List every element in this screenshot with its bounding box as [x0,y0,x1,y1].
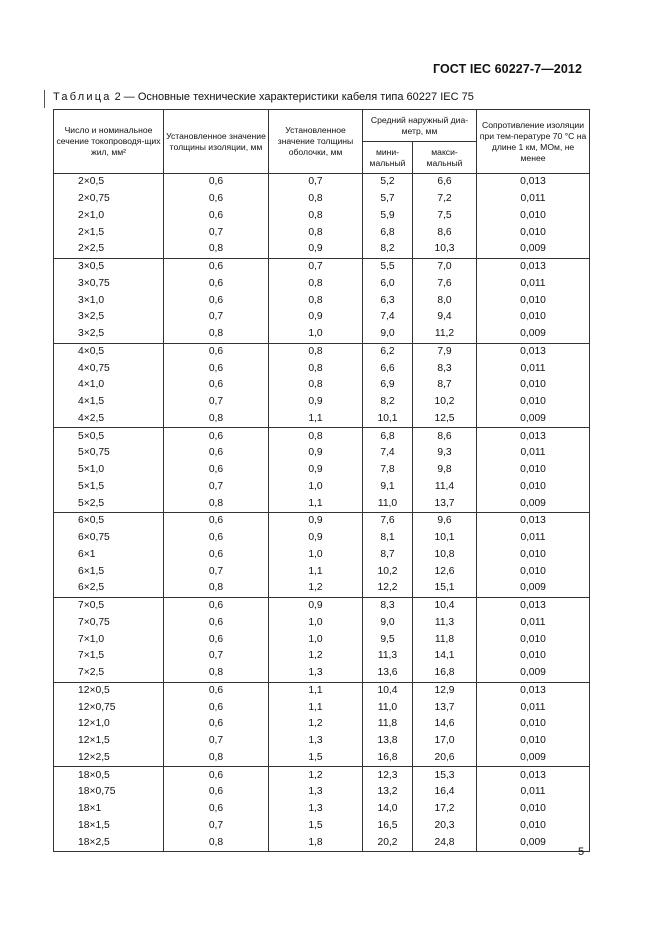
table-cell: 1,2 [269,767,363,784]
table-row [54,682,590,699]
table-cell: 5×0,5 [54,428,164,445]
table-cell: 7×0,5 [54,597,164,614]
table-cell: 0,013 [477,343,590,360]
table-cell: 0,8 [164,411,269,428]
table-row [54,513,590,530]
table-cell: 0,011 [477,784,590,801]
table-cell: 13,2 [363,784,413,801]
table-cell: 9,0 [363,326,413,343]
table-cell: 0,010 [477,208,590,225]
table-cell: 0,9 [269,309,363,326]
table-cell: 1,1 [269,411,363,428]
table-row [54,428,590,445]
table-cell: 0,010 [477,377,590,394]
table-cell: 0,9 [269,241,363,258]
table-cell: 0,6 [164,547,269,564]
table-cell: 0,7 [164,818,269,835]
table-cell: 11,3 [363,648,413,665]
table-cell: 5×0,75 [54,445,164,462]
table-cell: 1,5 [269,750,363,767]
col-header-sheath: Установленное значение толщины оболочки, мм [269,110,363,174]
table-cell: 0,010 [477,462,590,479]
table-cell: 12×1,5 [54,733,164,750]
table-cell: 6×2,5 [54,580,164,597]
table-cell: 0,8 [164,241,269,258]
table-cell: 2×1,5 [54,224,164,241]
table-cell: 7×0,75 [54,615,164,632]
table-cell: 24,8 [413,834,477,851]
table-cell: 8,7 [363,547,413,564]
table-cell: 6,6 [363,360,413,377]
table-cell: 0,6 [164,343,269,360]
table-cell: 7,0 [413,258,477,275]
table-row [54,631,590,648]
table-row [54,343,590,360]
document-header: ГОСТ IEC 60227-7—2012 [432,62,582,76]
table-row [54,411,590,428]
table-cell: 0,7 [269,174,363,191]
table-cell: 0,8 [164,665,269,682]
margin-rule [44,90,45,108]
table-row [54,648,590,665]
table-cell: 0,6 [164,445,269,462]
table-cell: 0,6 [164,530,269,547]
table-row [54,377,590,394]
table-cell: 3×2,5 [54,309,164,326]
table-cell: 11,0 [363,699,413,716]
table-cell: 6,9 [363,377,413,394]
table-cell: 5,2 [363,174,413,191]
table-cell: 16,8 [413,665,477,682]
table-cell: 2×0,5 [54,174,164,191]
table-cell: 1,0 [269,479,363,496]
table-cell: 4×0,5 [54,343,164,360]
table-cell: 0,011 [477,191,590,208]
table-cell: 7,4 [363,309,413,326]
table-cell: 10,1 [363,411,413,428]
table-row [54,750,590,767]
table-cell: 0,013 [477,174,590,191]
table-cell: 0,8 [164,834,269,851]
table-cell: 0,010 [477,224,590,241]
table-cell: 3×2,5 [54,326,164,343]
table-cell: 18×0,75 [54,784,164,801]
table-cell: 0,011 [477,699,590,716]
table-cell: 6×1 [54,547,164,564]
table-cell: 10,4 [363,682,413,699]
table-cell: 1,0 [269,615,363,632]
table-cell: 0,011 [477,445,590,462]
table-cell: 17,0 [413,733,477,750]
table-cell: 1,2 [269,580,363,597]
table-cell: 0,013 [477,767,590,784]
table-cell: 16,5 [363,818,413,835]
table-cell: 0,011 [477,276,590,293]
table-row [54,716,590,733]
table-cell: 17,2 [413,801,477,818]
table-cell: 1,1 [269,563,363,580]
table-cell: 0,7 [164,563,269,580]
table-cell: 13,8 [363,733,413,750]
table-body [54,174,590,852]
table-cell: 0,010 [477,716,590,733]
table-cell: 5×1,5 [54,479,164,496]
table-cell: 0,6 [164,597,269,614]
table-cell: 3×0,5 [54,258,164,275]
table-cell: 0,011 [477,530,590,547]
table-cell: 1,3 [269,665,363,682]
caption-text: 2 — Основные технические характеристики кабеля типа 60227 IEC 75 [111,91,474,103]
table-cell: 0,011 [477,360,590,377]
table-cell: 4×1,5 [54,394,164,411]
table-cell: 1,8 [269,834,363,851]
table-cell: 0,8 [164,750,269,767]
col-header-max: макси-мальный [413,142,477,174]
table-cell: 0,6 [164,292,269,309]
table-cell: 0,8 [269,343,363,360]
table-row [54,479,590,496]
table-cell: 1,0 [269,326,363,343]
table-cell: 12,6 [413,563,477,580]
table-row [54,801,590,818]
table-cell: 11,4 [413,479,477,496]
table-cell: 9,1 [363,479,413,496]
table-cell: 0,7 [164,309,269,326]
table-cell: 8,6 [413,428,477,445]
table-cell: 1,3 [269,801,363,818]
table-cell: 12,9 [413,682,477,699]
col-header-insulation: Установленное значение толщины изоляции, мм [164,110,269,174]
table-cell: 7×1,0 [54,631,164,648]
table-cell: 18×1 [54,801,164,818]
cable-specs-table [53,109,590,852]
table-cell: 0,9 [269,462,363,479]
table-cell: 0,8 [164,580,269,597]
table-cell: 0,6 [164,631,269,648]
table-cell: 13,7 [413,495,477,512]
table-cell: 0,009 [477,326,590,343]
table-cell: 1,3 [269,784,363,801]
table-cell: 6,2 [363,343,413,360]
table-row [54,495,590,512]
table-cell: 0,7 [164,648,269,665]
table-row [54,834,590,851]
table-cell: 7,2 [413,191,477,208]
table-cell: 1,0 [269,547,363,564]
table-cell: 12,2 [363,580,413,597]
table-cell: 0,8 [269,191,363,208]
table-cell: 7,5 [413,208,477,225]
table-cell: 15,3 [413,767,477,784]
table-cell: 0,009 [477,750,590,767]
table-cell: 0,8 [269,428,363,445]
table-cell: 0,013 [477,258,590,275]
table-cell: 0,009 [477,411,590,428]
table-caption [53,91,474,103]
table-cell: 8,3 [413,360,477,377]
table-cell: 8,2 [363,241,413,258]
table-cell: 7×2,5 [54,665,164,682]
table-row [54,530,590,547]
table-row [54,258,590,275]
table-cell: 9,8 [413,462,477,479]
table-cell: 18×1,5 [54,818,164,835]
table-cell: 10,1 [413,530,477,547]
table-cell: 6×0,75 [54,530,164,547]
table-row [54,174,590,191]
table-cell: 6×1,5 [54,563,164,580]
table-row [54,699,590,716]
table-cell: 0,6 [164,428,269,445]
col-header-conductors: Число и номинальное сечение токопроводя-щих жил, мм² [54,110,164,174]
table-cell: 1,2 [269,648,363,665]
table-row [54,767,590,784]
table-cell: 10,2 [413,394,477,411]
table-cell: 16,8 [363,750,413,767]
table-cell: 5×2,5 [54,495,164,512]
table-cell: 0,6 [164,377,269,394]
table-row [54,580,590,597]
table-cell: 0,9 [269,530,363,547]
table-cell: 6,8 [363,428,413,445]
table-cell: 4×2,5 [54,411,164,428]
table-cell: 0,6 [164,462,269,479]
table-cell: 0,010 [477,394,590,411]
table-cell: 3×1,0 [54,292,164,309]
table-cell: 8,6 [413,224,477,241]
table-cell: 6,8 [363,224,413,241]
table-cell: 12×1,0 [54,716,164,733]
table-cell: 8,3 [363,597,413,614]
table-cell: 0,010 [477,309,590,326]
table-row [54,563,590,580]
table-cell: 6,0 [363,276,413,293]
table-cell: 11,8 [363,716,413,733]
table-row [54,360,590,377]
table-cell: 14,6 [413,716,477,733]
table-cell: 0,013 [477,682,590,699]
table-cell: 9,5 [363,631,413,648]
table-cell: 0,6 [164,360,269,377]
table-cell: 0,6 [164,208,269,225]
table-cell: 6,3 [363,292,413,309]
table-cell: 4×0,75 [54,360,164,377]
caption-prefix: Таблица [53,91,112,103]
table-cell: 7,6 [363,513,413,530]
table-cell: 13,7 [413,699,477,716]
table-cell: 0,8 [269,224,363,241]
table-cell: 8,7 [413,377,477,394]
table-cell: 20,2 [363,834,413,851]
table-cell: 0,7 [269,258,363,275]
table-cell: 1,1 [269,495,363,512]
table-cell: 10,8 [413,547,477,564]
table-cell: 7,8 [363,462,413,479]
table-row [54,784,590,801]
table-row [54,665,590,682]
table-cell: 0,8 [269,360,363,377]
table-cell: 0,010 [477,733,590,750]
table-cell: 0,010 [477,631,590,648]
table-cell: 0,009 [477,241,590,258]
table-row [54,733,590,750]
table-cell: 1,1 [269,682,363,699]
table-cell: 9,4 [413,309,477,326]
table-cell: 0,6 [164,801,269,818]
col-header-min: мини-мальный [363,142,413,174]
table-cell: 3×0,75 [54,276,164,293]
table-cell: 8,2 [363,394,413,411]
table-cell: 0,6 [164,258,269,275]
table-cell: 0,009 [477,495,590,512]
table-cell: 0,6 [164,191,269,208]
table-cell: 11,0 [363,495,413,512]
table-cell: 0,010 [477,479,590,496]
table-row [54,597,590,614]
table-row [54,445,590,462]
table-row [54,292,590,309]
table-cell: 1,3 [269,733,363,750]
col-header-resistance: Сопротивление изоляции при тем-пературе 70 °С на длине 1 км, МОм, не менее [477,110,590,174]
table-cell: 7,9 [413,343,477,360]
table-cell: 0,9 [269,597,363,614]
table-cell: 20,3 [413,818,477,835]
table-cell: 0,8 [269,377,363,394]
table-cell: 0,6 [164,716,269,733]
table-row [54,818,590,835]
table-row [54,208,590,225]
table-cell: 0,7 [164,394,269,411]
table-cell: 0,9 [269,513,363,530]
table-row [54,276,590,293]
table-cell: 0,011 [477,615,590,632]
table-row [54,547,590,564]
table-cell: 8,0 [413,292,477,309]
table-cell: 10,2 [363,563,413,580]
table-cell: 0,6 [164,615,269,632]
table-cell: 0,6 [164,699,269,716]
page-number: 5 [578,846,585,858]
table-cell: 0,6 [164,767,269,784]
table-cell: 0,6 [164,276,269,293]
table-cell: 8,1 [363,530,413,547]
table-row [54,394,590,411]
table-cell: 2×2,5 [54,241,164,258]
table-cell: 0,013 [477,428,590,445]
table-cell: 1,1 [269,699,363,716]
table-cell: 10,4 [413,597,477,614]
table-cell: 11,3 [413,615,477,632]
table-cell: 0,009 [477,834,590,851]
table-cell: 12×2,5 [54,750,164,767]
table-row [54,326,590,343]
table-cell: 15,1 [413,580,477,597]
table-cell: 18×0,5 [54,767,164,784]
table-cell: 1,0 [269,631,363,648]
table-cell: 2×1,0 [54,208,164,225]
table-cell: 16,4 [413,784,477,801]
table-cell: 12×0,5 [54,682,164,699]
table-cell: 12×0,75 [54,699,164,716]
table-row [54,309,590,326]
table-cell: 9,0 [363,615,413,632]
table-cell: 12,3 [363,767,413,784]
table-cell: 9,6 [413,513,477,530]
table-cell: 0,010 [477,801,590,818]
table-cell: 7×1,5 [54,648,164,665]
table-cell: 7,6 [413,276,477,293]
table-cell: 0,7 [164,224,269,241]
table-row [54,224,590,241]
table-cell: 0,010 [477,547,590,564]
table-cell: 0,6 [164,682,269,699]
table-cell: 0,8 [269,292,363,309]
table-cell: 6×0,5 [54,513,164,530]
table-cell: 4×1,0 [54,377,164,394]
table-cell: 12,5 [413,411,477,428]
table-cell: 0,010 [477,648,590,665]
table-cell: 0,009 [477,665,590,682]
table-cell: 10,3 [413,241,477,258]
table-cell: 14,1 [413,648,477,665]
table-cell: 11,2 [413,326,477,343]
table-cell: 5,5 [363,258,413,275]
table-cell: 9,3 [413,445,477,462]
table-cell: 0,013 [477,513,590,530]
table-cell: 0,7 [164,479,269,496]
table-cell: 0,010 [477,292,590,309]
table-cell: 0,9 [269,394,363,411]
table-cell: 0,6 [164,784,269,801]
table-row [54,191,590,208]
table-row [54,241,590,258]
table-cell: 0,8 [269,208,363,225]
table-cell: 5,7 [363,191,413,208]
table-cell: 0,010 [477,818,590,835]
col-header-diameter: Средний наружный диа-метр, мм [363,110,477,142]
table-cell: 6,6 [413,174,477,191]
table-cell: 5×1,0 [54,462,164,479]
table-cell: 2×0,75 [54,191,164,208]
table-row [54,615,590,632]
table-cell: 0,8 [164,326,269,343]
table-cell: 0,7 [164,733,269,750]
table-cell: 1,2 [269,716,363,733]
table-cell: 0,8 [164,495,269,512]
table-cell: 1,5 [269,818,363,835]
table-cell: 7,4 [363,445,413,462]
table-cell: 0,6 [164,513,269,530]
table-cell: 14,0 [363,801,413,818]
table-cell: 0,010 [477,563,590,580]
table-cell: 11,8 [413,631,477,648]
table-cell: 0,009 [477,580,590,597]
table-row [54,462,590,479]
table-cell: 20,6 [413,750,477,767]
table-cell: 5,9 [363,208,413,225]
table-cell: 0,9 [269,445,363,462]
table-cell: 0,013 [477,597,590,614]
table-cell: 0,8 [269,276,363,293]
table-cell: 18×2,5 [54,834,164,851]
table-cell: 0,6 [164,174,269,191]
table-cell: 13,6 [363,665,413,682]
